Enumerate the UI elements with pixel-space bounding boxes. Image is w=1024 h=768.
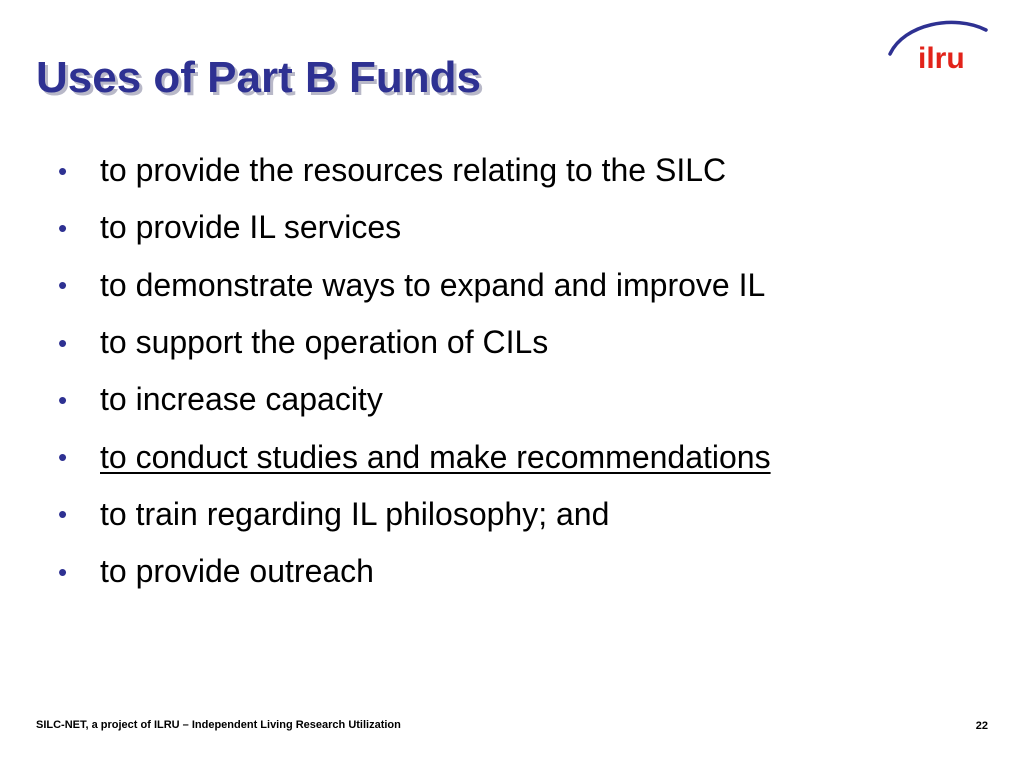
bullet-dot-icon: • bbox=[58, 442, 68, 473]
bullet-dot-icon: • bbox=[58, 499, 68, 530]
bullet-text: to conduct studies and make recommendations bbox=[100, 438, 771, 475]
footer-text: SILC-NET, a project of ILRU – Independent Living Research Utilization bbox=[36, 719, 401, 731]
bullet-dot-icon: • bbox=[58, 270, 68, 301]
bullet-text: to support the operation of CILs bbox=[100, 324, 549, 361]
bullet-item bbox=[58, 428, 771, 485]
bullet-text: to provide outreach bbox=[100, 553, 374, 590]
bullet-text: to provide IL services bbox=[100, 209, 402, 246]
bullet-text: to provide the resources relating to the SILC bbox=[100, 152, 727, 189]
bullet-item bbox=[58, 543, 771, 600]
page-number: 22 bbox=[975, 720, 988, 732]
bullet-item bbox=[58, 142, 771, 199]
bullet-list bbox=[58, 142, 771, 600]
bullet-item bbox=[58, 314, 771, 371]
bullet-dot-icon: • bbox=[58, 556, 68, 587]
ilru-logo-icon bbox=[884, 16, 994, 76]
bullet-dot-icon: • bbox=[58, 212, 68, 243]
bullet-text: to increase capacity bbox=[100, 381, 383, 418]
bullet-text: to demonstrate ways to expand and improve IL bbox=[100, 266, 766, 303]
logo-text: ilru bbox=[918, 42, 965, 75]
slide-title: Uses of Part B Funds bbox=[36, 53, 481, 102]
bullet-item bbox=[58, 371, 771, 428]
bullet-dot-icon: • bbox=[58, 155, 68, 186]
bullet-text: to train regarding IL philosophy; and bbox=[100, 495, 610, 532]
bullet-dot-icon: • bbox=[58, 384, 68, 415]
bullet-dot-icon: • bbox=[58, 327, 68, 358]
bullet-item bbox=[58, 199, 771, 256]
bullet-item bbox=[58, 486, 771, 543]
bullet-item bbox=[58, 257, 771, 314]
